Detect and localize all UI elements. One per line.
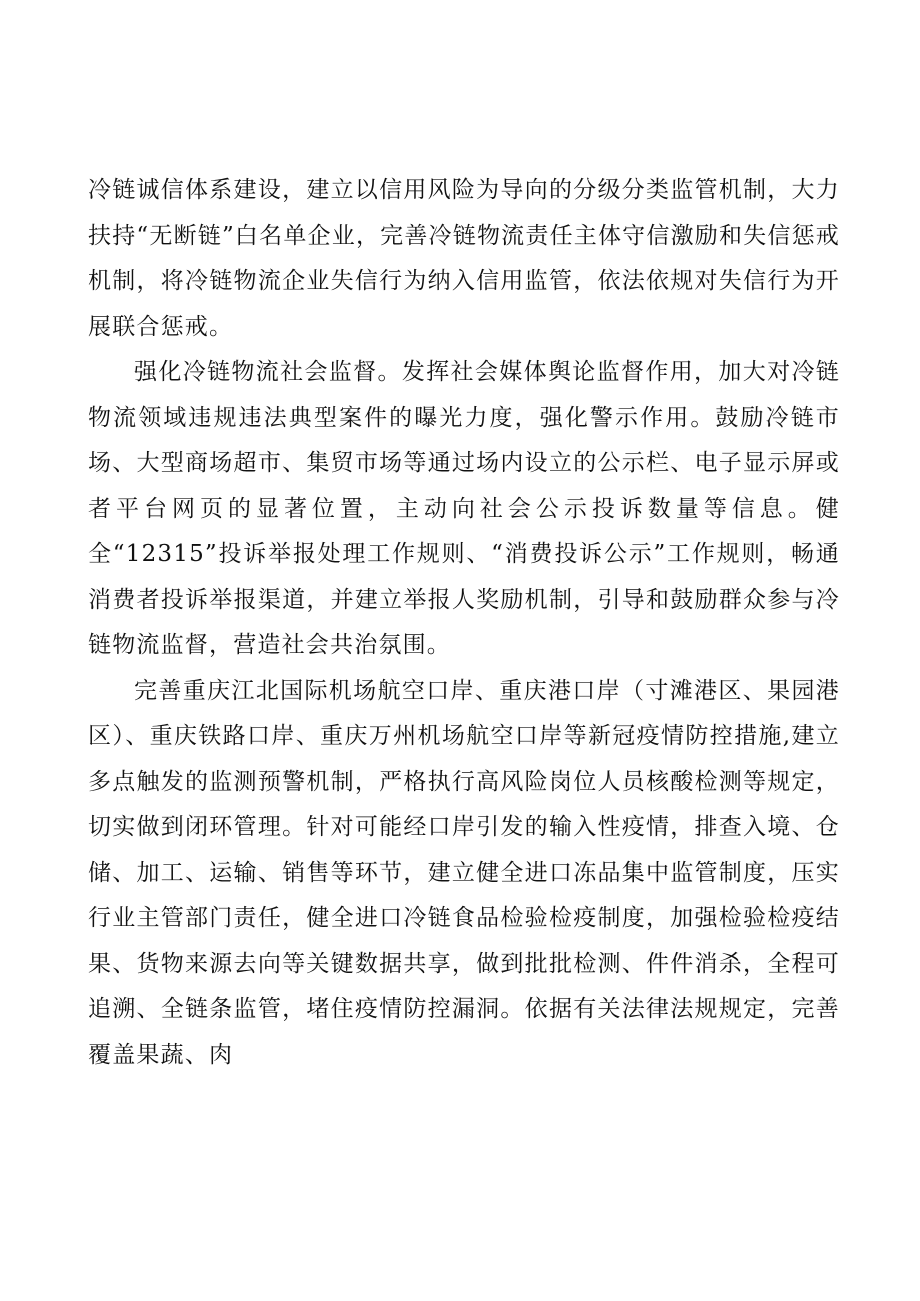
paragraph-social-supervision: 强化冷链物流社会监督。发挥社会媒体舆论监督作用，加大对冷链物流领域违规违法典型案件的曝光力度，强化警示作用。鼓励冷链市场、大型商场超市、集贸市场等通过场内设立的公示栏、电子显示屏或者平台网页的显著位置，主动向社会公示投诉数量等信息。健全“12315”投诉举报处理工作规则、“消费投诉公示”工作规则，畅通消费者投诉举报渠道，并建立举报人奖励机制，引导和鼓励群众参与冷链物流监督，营造社会共治氛围。 (88, 359, 840, 658)
document-body (88, 168, 840, 1078)
paragraph-credit-system: 冷链诚信体系建设，建立以信用风险为导向的分级分类监管机制，大力扶持“无断链”白名单企业，完善冷链物流责任主体守信激励和失信惩戒机制，将冷链物流企业失信行为纳入信用监管，依法依规对失信行为开展联合惩戒。 (88, 177, 840, 340)
paragraph-port-epidemic-control: 完善重庆江北国际机场航空口岸、重庆港口岸（寸滩港区、果园港区）、重庆铁路口岸、重庆万州机场航空口岸等新冠疫情防控措施,建立多点触发的监测预警机制，严格执行高风险岗位人员核酸检测等规定，切实做到闭环管理。针对可能经口岸引发的输入性疫情，排查入境、仓储、加工、运输、销售等环节，建立健全进口冻品集中监管制度，压实行业主管部门责任，健全进口冷链食品检验检疫制度，加强检验检疫结果、货物来源去向等关键数据共享，做到批批检测、件件消杀，全程可追溯、全链条监管，堵住疫情防控漏洞。依据有关法律法规规定，完善覆盖果蔬、肉 (88, 677, 840, 1068)
